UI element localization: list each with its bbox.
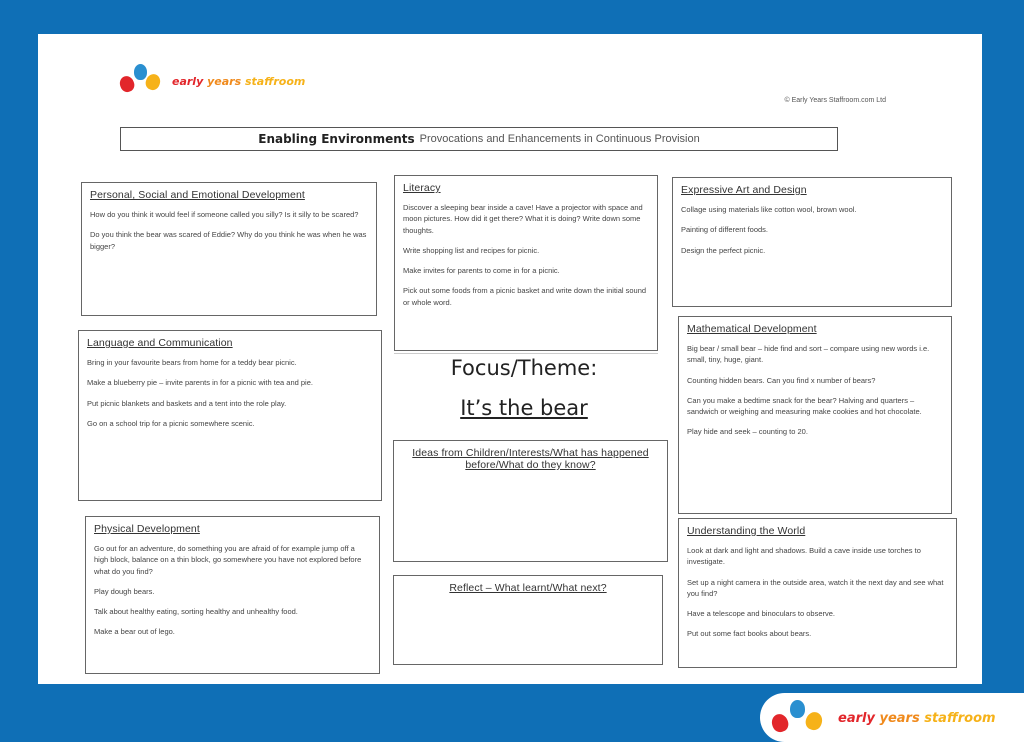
lc-item: Go on a school trip for a picnic somewhere scenic. xyxy=(87,418,255,428)
copyright-text: © Early Years Staffroom.com Ltd xyxy=(784,97,886,104)
literacy-item: Pick out some foods from a picnic basket and write down the initial sound or whole word. xyxy=(403,286,647,307)
focus-theme-title: It’s the bear xyxy=(460,396,588,420)
focus-label: Focus/Theme: xyxy=(450,356,598,380)
ead-item: Painting of different foods. xyxy=(681,225,769,235)
literacy-heading: Literacy xyxy=(403,182,441,194)
logo-word-years: years xyxy=(879,710,920,726)
ead-item: Design the perfect picnic. xyxy=(681,245,766,255)
ead-heading: Expressive Art and Design xyxy=(681,184,807,196)
sheet-logo xyxy=(120,64,305,98)
lc-item: Bring in your favourite bears from home for a teddy bear picnic. xyxy=(87,358,297,367)
pd-item: Talk about healthy eating, sorting healthy and unhealthy food. xyxy=(94,607,298,616)
title-bold: Enabling Environments xyxy=(258,132,415,146)
footer-logo-badge xyxy=(760,693,1024,742)
focus-theme xyxy=(394,356,654,420)
lc-item: Put picnic blankets and baskets and a tent into the role play. xyxy=(87,398,287,408)
utw-heading: Understanding the World xyxy=(687,525,806,537)
utw-item: Have a telescope and binoculars to observe. xyxy=(687,609,836,618)
footer-logo xyxy=(772,700,996,736)
md-item: Counting hidden bears. Can you find x number of bears? xyxy=(687,375,876,385)
lc-item: Make a blueberry pie – invite parents in for a picnic with tea and pie. xyxy=(87,378,313,388)
reflect-box xyxy=(393,575,663,665)
psed-heading: Personal, Social and Emotional Development xyxy=(90,189,305,201)
title-subtitle: Provocations and Enhancements in Continuous Provision xyxy=(419,133,700,145)
literacy-item: Make invites for parents to come in for a picnic. xyxy=(403,266,560,275)
utw-item: Put out some fact books about bears. xyxy=(687,629,812,639)
psed-box xyxy=(81,182,377,316)
md-item: Play hide and seek – counting to 20. xyxy=(687,427,808,437)
lc-box xyxy=(78,330,382,501)
ideas-box xyxy=(393,440,668,562)
hands-logo-icon xyxy=(772,700,828,736)
logo-word-early: early xyxy=(172,74,204,88)
psed-item: Do you think the bear was scared of Eddie? Why do you think he was when he was bigger? xyxy=(90,230,367,251)
logo-word-staffroom: staffroom xyxy=(924,710,996,726)
md-item: Big bear / small bear – hide find and sort – compare using new words i.e. small, tiny, huge, giant. xyxy=(687,344,930,365)
pd-box xyxy=(85,516,380,674)
focus-divider xyxy=(394,353,658,354)
lc-heading: Language and Communication xyxy=(87,337,233,349)
md-item: Can you make a bedtime snack for the bear? Halving and quarters – sandwich or weighing and measuring make cookies and hot chocolate. xyxy=(687,395,922,416)
reflect-heading: Reflect – What learnt/What next? xyxy=(449,582,607,594)
planning-sheet xyxy=(38,34,982,684)
hands-logo-icon xyxy=(120,64,164,98)
pd-heading: Physical Development xyxy=(94,523,200,535)
utw-item: Set up a night camera in the outside area, watch it the next day and see what you find? xyxy=(687,577,944,598)
utw-box xyxy=(678,518,957,668)
page-title xyxy=(120,127,838,151)
logo-word-staffroom: staffroom xyxy=(244,74,306,88)
psed-item: How do you think it would feel if someone called you silly? Is it silly to be scared? xyxy=(90,210,359,219)
literacy-item: Discover a sleeping bear inside a cave! Have a projector with space and moon pictures. How did it get there? What it is doing? Write down some thoughts. xyxy=(403,203,643,235)
ead-box xyxy=(672,177,952,307)
pd-item: Make a bear out of lego. xyxy=(94,627,175,637)
pd-item: Go out for an adventure, do something you are afraid of for example jump off a high block, balance on a thin block, go somewhere you have not explored before what do you find? xyxy=(94,544,362,576)
ead-item: Collage using materials like cotton wool, brown wool. xyxy=(681,205,857,214)
literacy-item: Write shopping list and recipes for picnic. xyxy=(403,245,540,255)
md-heading: Mathematical Development xyxy=(687,323,817,335)
ideas-heading: Ideas from Children/Interests/What has happened before/What do they know? xyxy=(412,447,649,471)
logo-word-years: years xyxy=(207,74,242,88)
utw-item: Look at dark and light and shadows. Build a cave inside use torches to investigate. xyxy=(687,546,921,567)
pd-item: Play dough bears. xyxy=(94,586,155,596)
md-box xyxy=(678,316,952,514)
literacy-box xyxy=(394,175,658,351)
logo-word-early: early xyxy=(838,710,875,726)
